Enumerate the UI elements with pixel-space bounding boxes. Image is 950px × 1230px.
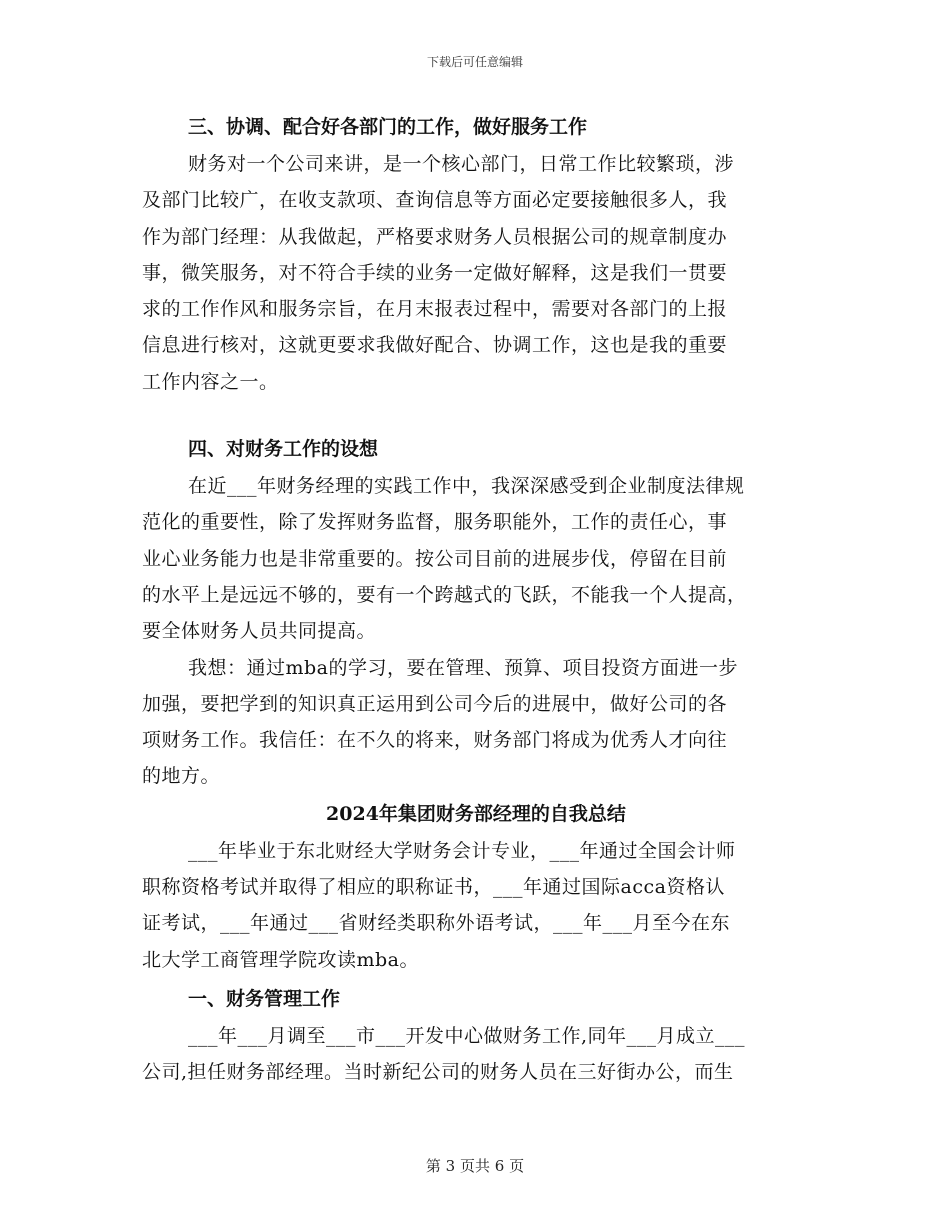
- text-line: 的地方。: [142, 765, 221, 788]
- text-line: 范化的重要性，除了发挥财务监督，服务职能外，工作的责任心，事: [142, 511, 728, 534]
- text-line: 及部门比较广，在收支款项、查询信息等方面必定要接触很多人，我: [142, 189, 728, 212]
- page-header: 下载后可任意编辑: [426, 55, 523, 69]
- text-line: 要全体财务人员共同提高。: [142, 620, 377, 643]
- text-line: 信息进行核对，这就更要求我做好配合、协调工作，这也是我的重要: [142, 334, 728, 357]
- text-line: 职称资格考试并取得了相应的职称证书，___年通过国际acca资格认: [142, 876, 725, 899]
- section-1-paragraph: [142, 1018, 810, 1091]
- page-footer: 第 3 页共 6 页: [425, 1157, 525, 1175]
- text-line: 事，微笑服务，对不符合手续的业务一定做好解释，这是我们一贯要: [142, 261, 728, 284]
- section-heading-4: 四、对财务工作的设想: [188, 438, 379, 461]
- text-line: 财务对一个公司来讲，是一个核心部门，日常工作比较繁琐，涉: [188, 153, 735, 175]
- text-line: 项财务工作。我信任：在不久的将来，财务部门将成为优秀人才向往: [142, 729, 728, 752]
- section-heading-1: 一、财务管理工作: [188, 987, 341, 1010]
- summary-intro-paragraph: [142, 833, 810, 978]
- section-4-paragraph-1: [142, 468, 810, 649]
- section-heading-3: 三、协调、配合好各部门的工作，做好服务工作: [188, 116, 588, 138]
- section-3-paragraph: [142, 146, 810, 400]
- text-line: ___年___月调至___市___开发中心做财务工作,同年___月成立___: [188, 1024, 746, 1047]
- text-line: 业心业务能力也是非常重要的。按公司目前的进展步伐，停留在目前: [142, 547, 728, 570]
- text-line: 加强，要把学到的知识真正运用到公司今后的进展中，做好公司的各: [142, 692, 728, 715]
- text-line: 我想：通过mba的学习，要在管理、预算、项目投资方面进一步: [188, 656, 739, 679]
- text-line: 在近___年财务经理的实践工作中，我深深感受到企业制度法律规: [188, 475, 745, 498]
- text-line: ___年毕业于东北财经大学财务会计专业，___年通过全国会计师: [188, 839, 736, 862]
- text-line: 作为部门经理：从我做起，严格要求财务人员根据公司的规章制度办: [142, 225, 728, 248]
- text-line: 求的工作作风和服务宗旨，在月末报表过程中，需要对各部门的上报: [142, 298, 728, 321]
- text-line: 的水平上是远远不够的，要有一个跨越式的飞跃，不能我一个人提高，: [142, 583, 747, 606]
- text-line: 北大学工商管理学院攻读mba。: [142, 948, 420, 971]
- text-line: 工作内容之一。: [142, 370, 279, 393]
- section-4-paragraph-2: [142, 650, 810, 795]
- text-line: 公司,担任财务部经理。当时新纪公司的财务人员在三好街办公，而生: [142, 1061, 734, 1084]
- document-body: [142, 108, 810, 1091]
- document-title: 2024年集团财务部经理的自我总结: [326, 802, 626, 825]
- text-line: 证考试，___年通过___省财经类职称外语考试，___年___月至今在东: [142, 912, 731, 935]
